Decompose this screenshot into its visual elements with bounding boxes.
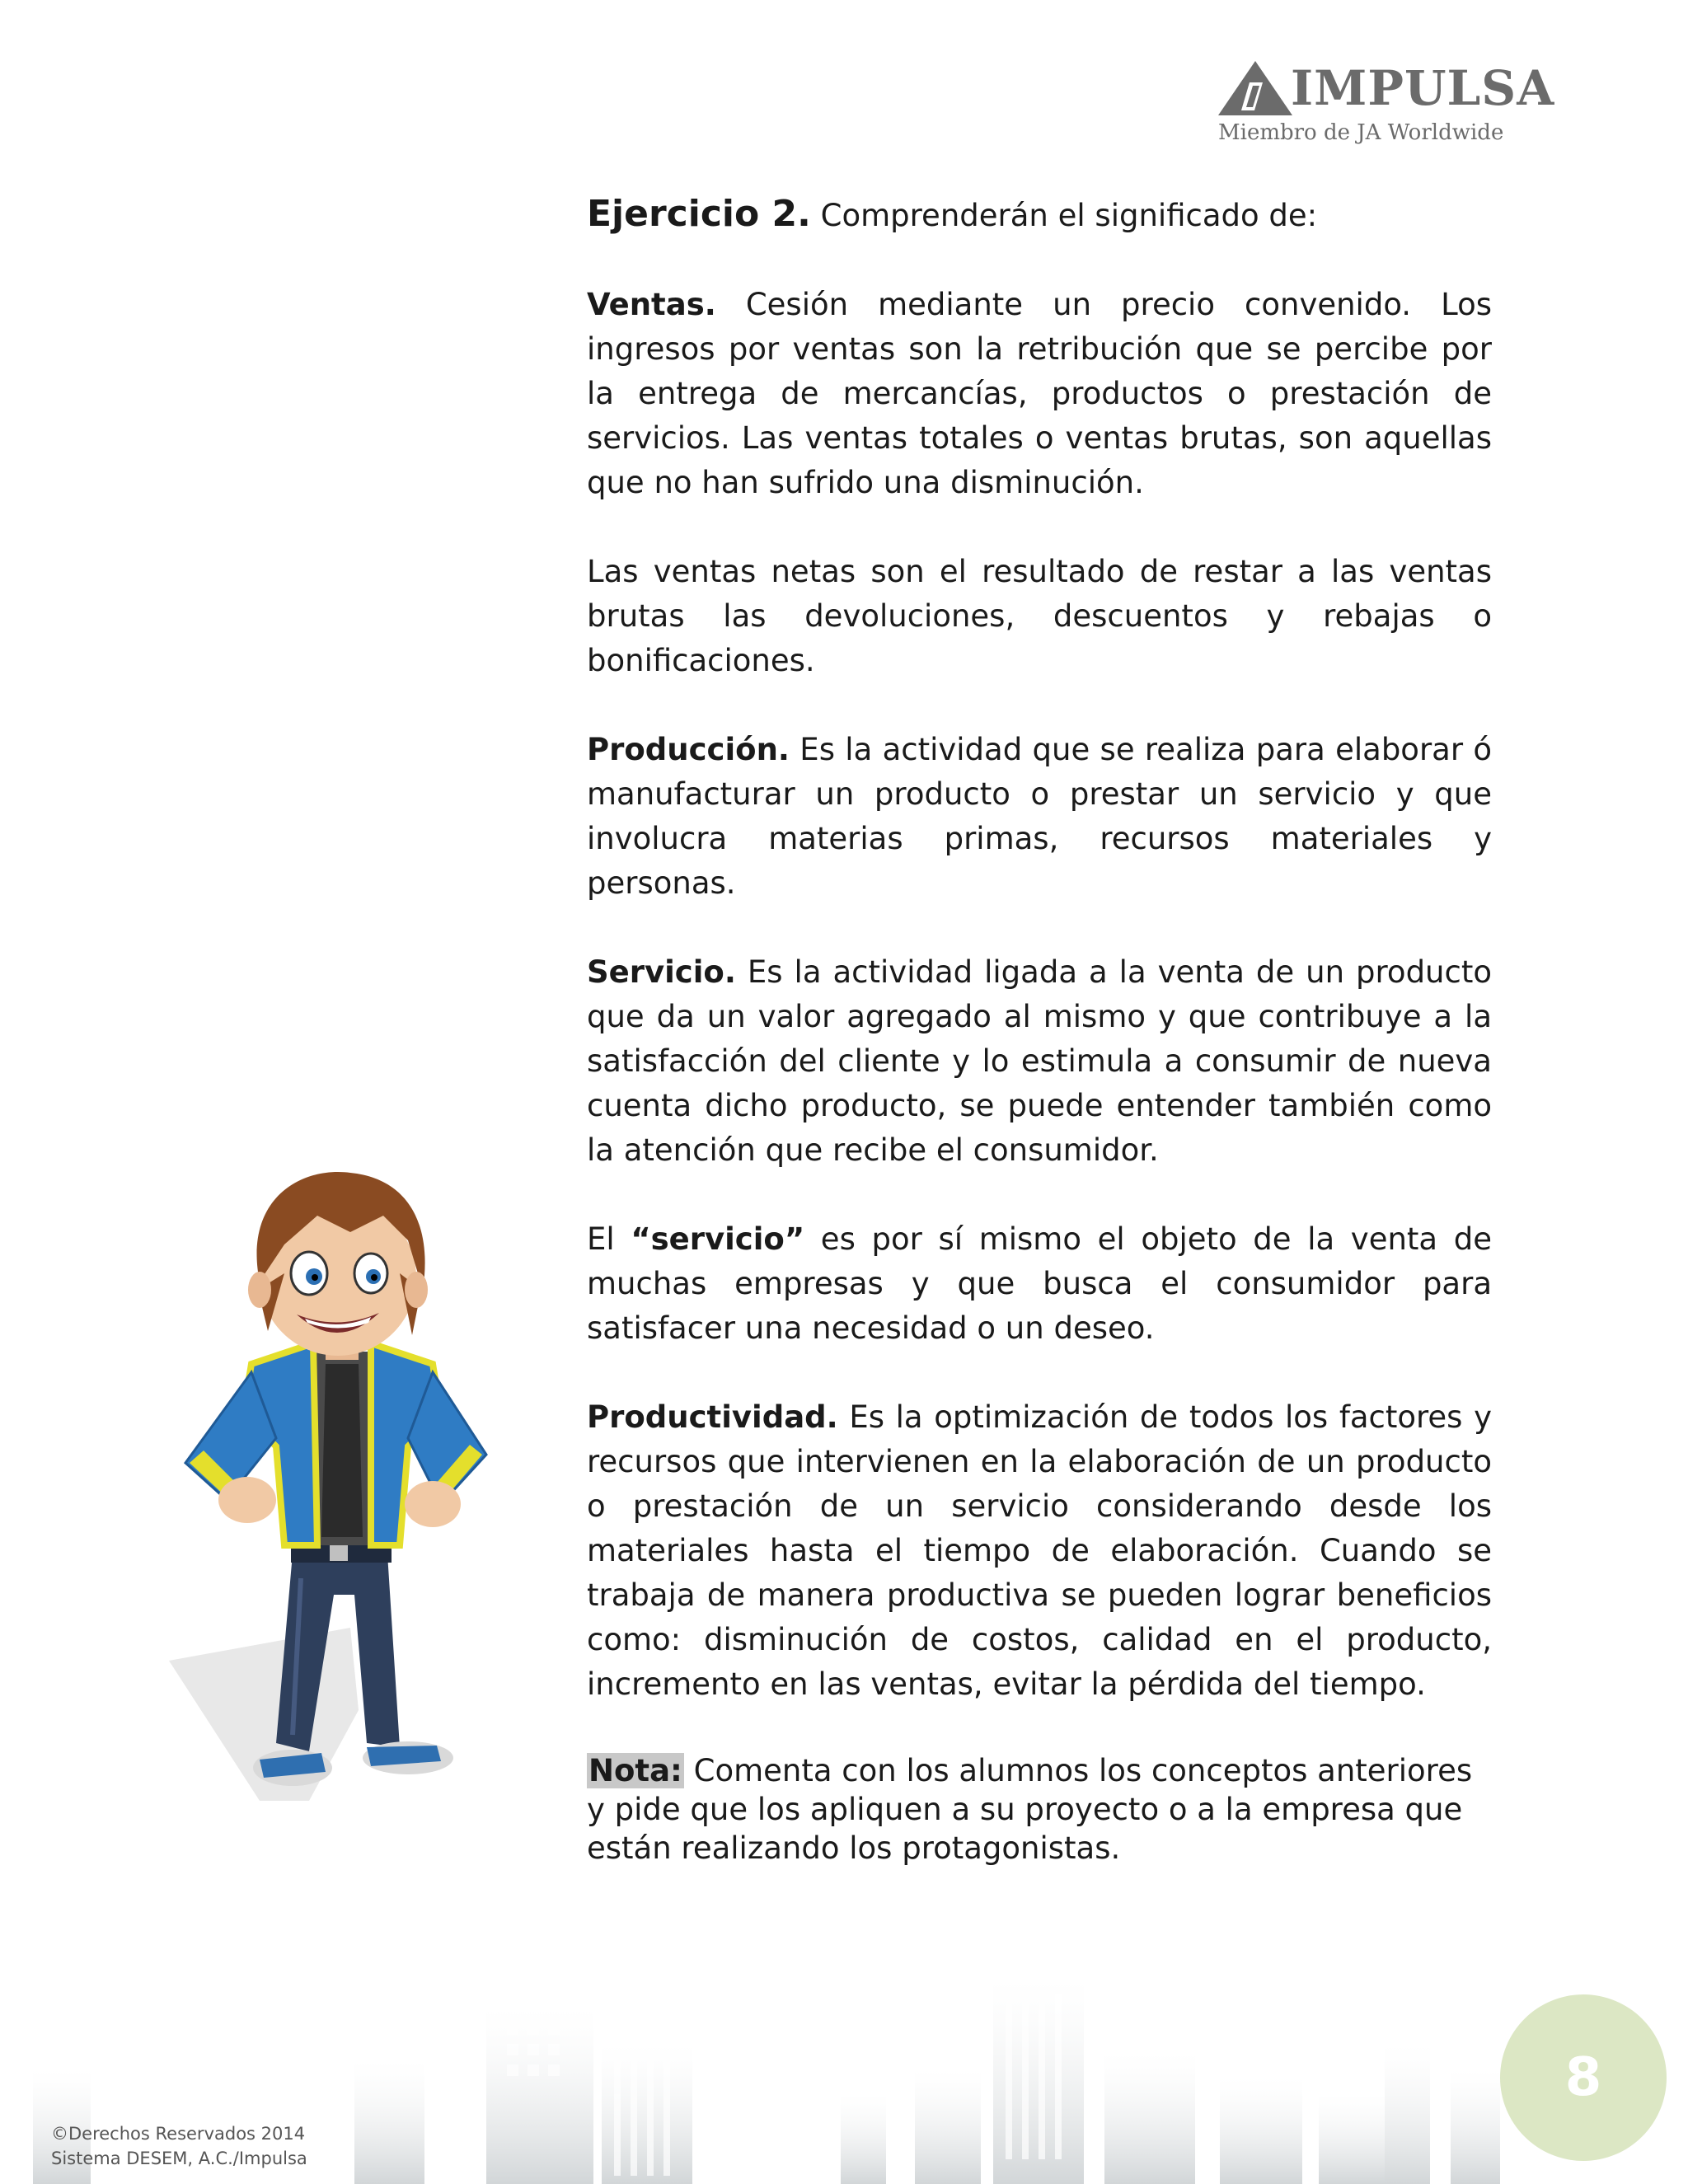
definition-text: Cesión mediante un precio convenido. Los ingresos por ventas son la retribución que se percibe por la entrega de mercancías, productos o prestación de servicios. Las ventas totales o ventas brutas, son aquellas que no han sufrido una disminución. xyxy=(587,287,1492,500)
definition-text: es por sí mismo el objeto de la venta de muchas empresas y que busca el consumidor para satisfacer una necesidad o un deseo. xyxy=(587,1221,1492,1346)
logo-title: IMPULSA xyxy=(1291,60,1555,116)
page-number-badge xyxy=(1500,1994,1667,2161)
definition-ventas xyxy=(587,283,1492,505)
definition-term-inline: “servicio” xyxy=(631,1221,805,1257)
copyright-line-1: ©Derechos Reservados 2014 xyxy=(51,2124,306,2144)
page-number: 8 xyxy=(1564,2047,1602,2108)
definition-servicio-objeto xyxy=(587,1217,1492,1351)
exercise-intro: Comprenderán el significado de: xyxy=(810,198,1318,233)
content-column xyxy=(587,192,1492,1868)
copyright-notice xyxy=(51,2121,307,2171)
definition-term: Producción. xyxy=(587,732,790,767)
logo-triangle-icon xyxy=(1218,61,1292,115)
definition-pre: El xyxy=(587,1221,631,1257)
logo-subtitle: Miembro de JA Worldwide xyxy=(1218,120,1504,145)
definition-term: Productividad. xyxy=(587,1399,838,1435)
definition-text: Es la actividad que se realiza para elaborar ó manufacturar un producto o prestar un servicio y que involucra materias primas, recursos materiales y personas. xyxy=(587,732,1492,901)
teacher-note xyxy=(587,1751,1492,1868)
definition-text: Las ventas netas son el resultado de restar a las ventas brutas las devoluciones, descuentos y rebajas o bonificaciones. xyxy=(587,554,1492,678)
definition-term: Ventas. xyxy=(587,287,716,322)
note-text: Comenta con los alumnos los conceptos anteriores y pide que los apliquen a su proyecto o a la empresa que están realizando los protagonistas. xyxy=(587,1753,1473,1866)
exercise-heading xyxy=(587,192,1492,238)
definition-ventas-netas xyxy=(587,550,1492,683)
definition-text: Es la actividad ligada a la venta de un producto que da un valor agregado al mismo y que contribuye a la satisfacción del cliente y lo estimula a consumir de nueva cuenta dicho producto, se puede entender también como la atención que recibe el consumidor. xyxy=(587,954,1492,1168)
definition-productividad xyxy=(587,1395,1492,1707)
copyright-line-2: Sistema DESEM, A.C./Impulsa xyxy=(51,2149,307,2168)
definition-text: Es la optimización de todos los factores y recursos que intervienen en la elaboración de un producto o prestación de un servicio considerando desde los materiales hasta el tiempo de elaboración. Cuando se trabaja de manera productiva se pueden lograr beneficios como: disminución de costos, calidad en el producto, incremento en las ventas, evitar la pérdida del tiempo. xyxy=(587,1399,1492,1702)
student-character-illustration xyxy=(161,1166,523,1817)
exercise-label: Ejercicio 2. xyxy=(587,193,811,235)
note-label: Nota: xyxy=(588,1753,682,1788)
definition-produccion xyxy=(587,728,1492,906)
impulsa-logo xyxy=(1212,59,1555,150)
definition-term: Servicio. xyxy=(587,954,736,990)
definition-servicio xyxy=(587,950,1492,1173)
